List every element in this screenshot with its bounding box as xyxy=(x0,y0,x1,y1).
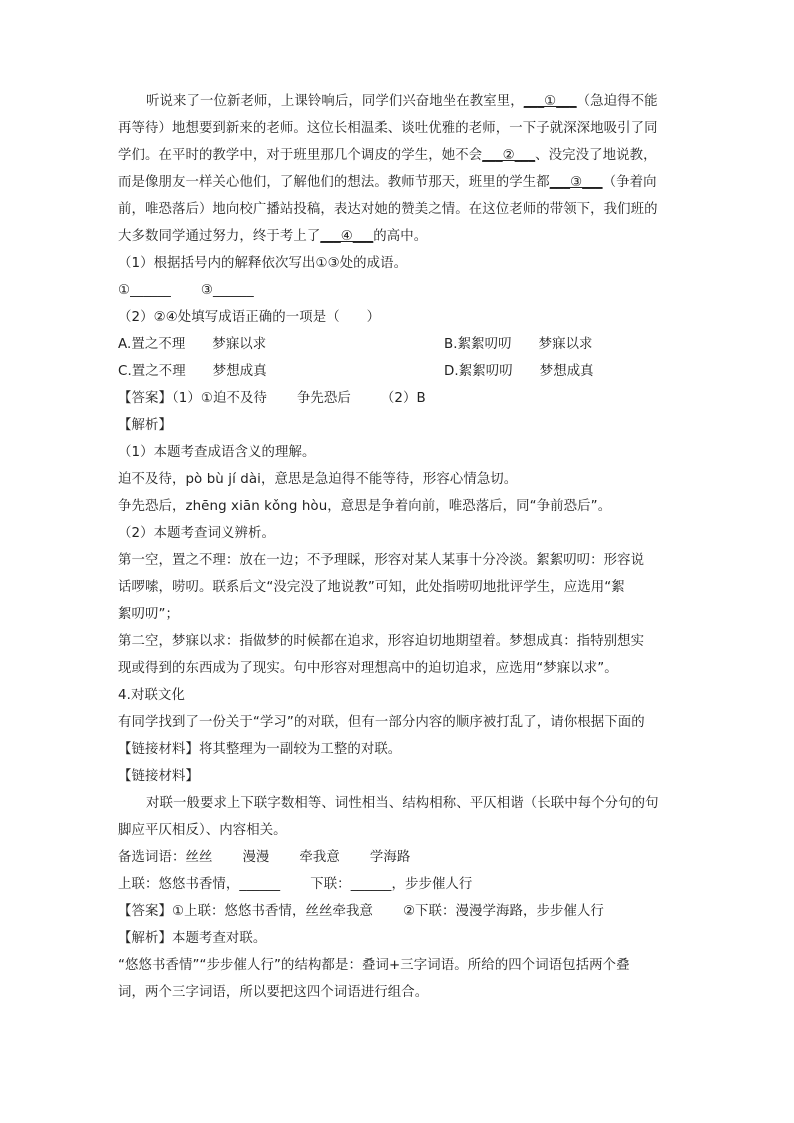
option-d: D.絮絮叨叨 梦想成真 xyxy=(444,364,594,379)
analysis-line: 第二空，梦寐以求：指做梦的时候都在追求，形容迫切地期望着。梦想成真：指特别想实 xyxy=(118,634,645,649)
answer-blank-1: ①______ xyxy=(118,283,171,298)
question-2: （2）②④处填写成语正确的一项是（ ） xyxy=(118,310,381,325)
passage-line: 大多数同学通过努力，终于考上了___④___的高中。 xyxy=(118,223,676,250)
analysis-line: 争先恐后，zhēng xiān kǒng hòu，意思是争着向前，唯恐落后，同“争前恐后”。 xyxy=(118,499,612,514)
passage-line: 前，唯恐落后）地向校广播站投稿，表达对她的赞美之情。在这位老师的带领下，我们班的 xyxy=(118,202,658,217)
document-page xyxy=(118,88,676,1006)
analysis-label: 【解析】 xyxy=(118,418,172,433)
blank-3: ___③___ xyxy=(549,175,603,190)
analysis-line: 第一空，置之不理：放在一边；不予理睬，形容对某人某事十分冷淡。絮絮叨叨：形容说 xyxy=(118,553,645,568)
analysis-line: （2）本题考查词义辨析。 xyxy=(118,526,276,541)
option-b: B.絮絮叨叨 梦寐以求 xyxy=(444,337,593,352)
blank-1: ___①___ xyxy=(523,94,577,109)
option-a: A.置之不理 梦寐以求 xyxy=(118,337,267,352)
passage-line: 听说来了一位新老师，上课铃响后，同学们兴奋地坐在教室里，___①___（急迫得不能 xyxy=(118,88,676,115)
blank-4: ___④___ xyxy=(320,229,374,244)
word-option: 漫漫 xyxy=(242,850,270,865)
analysis-line: 【解析】本题考查对联。 xyxy=(118,931,267,946)
analysis-line: 絮叨叨”； xyxy=(118,607,179,622)
section-title: 4.对联文化 xyxy=(118,688,185,703)
analysis-line: “悠悠书香情”“步步催人行”的结构都是：叠词+三字词语。所给的四个词语包括两个叠 xyxy=(118,958,630,973)
analysis-line: 迫不及待，pò bù jí dài，意思是急迫得不能等待，形容心情急切。 xyxy=(118,472,518,487)
blank-2: ___②___ xyxy=(482,148,536,163)
analysis-line: （1）本题考查成语含义的理解。 xyxy=(118,445,316,460)
analysis-line: 现或得到的东西成为了现实。句中形容对理想高中的迫切追求，应选用“梦寐以求”。 xyxy=(118,661,618,676)
passage-line: 学们。在平时的教学中，对于班里那几个调皮的学生，她不会___②___、没完没了地说教， xyxy=(118,142,676,169)
section-text: 【链接材料】将其整理为一副较为工整的对联。 xyxy=(118,742,402,757)
couplet-line: 上联：悠悠书香情，______ 下联：______，步步催人行 xyxy=(118,877,473,892)
analysis-line: 话啰嗦，唠叨。联系后文“没完没了地说教”可知，此处指唠叨地批评学生，应选用“絮 xyxy=(118,580,625,595)
question-1: （1）根据括号内的解释依次写出①③处的成语。 xyxy=(118,256,408,271)
lower-blank: ______ xyxy=(350,877,392,892)
analysis-line: 词，两个三字词语，所以要把这四个词语进行组合。 xyxy=(118,985,429,1000)
word-option: 牵我意 xyxy=(299,850,340,865)
material-label: 【链接材料】 xyxy=(118,769,199,784)
word-option: 丝丝 xyxy=(185,850,213,865)
material-text: 对联一般要求上下联字数相等、词性相当、结构相称、平仄相谐（长联中每个分句的句 xyxy=(146,796,659,811)
options-row-2 xyxy=(118,358,676,385)
answer-line: 【答案】①上联：悠悠书香情，丝丝牵我意 ②下联：漫漫学海路，步步催人行 xyxy=(118,904,604,919)
material-text: 脚应平仄相反）、内容相关。 xyxy=(118,823,287,838)
word-option: 学海路 xyxy=(369,850,411,865)
option-c: C.置之不理 梦想成真 xyxy=(118,364,267,379)
answer-line: 【答案】（1）①迫不及待 争先恐后 （2）B xyxy=(118,391,426,406)
passage-line: 再等待）地想要到新来的老师。这位长相温柔、谈吐优雅的老师，一下子就深深地吸引了同 xyxy=(118,121,658,136)
answer-blank-3: ③______ xyxy=(200,283,254,298)
question-1-blanks xyxy=(118,277,676,304)
section-text: 有同学找到了一份关于“学习”的对联，但有一部分内容的顺序被打乱了，请你根据下面的 xyxy=(118,715,645,730)
word-bank: 备选词语：丝丝 漫漫 牵我意 学海路 xyxy=(118,850,411,865)
passage-line: 而是像朋友一样关心他们，了解他们的想法。教师节那天，班里的学生都___③___（争着向 xyxy=(118,169,676,196)
upper-blank: ______ xyxy=(239,877,281,892)
options-row-1 xyxy=(118,331,676,358)
